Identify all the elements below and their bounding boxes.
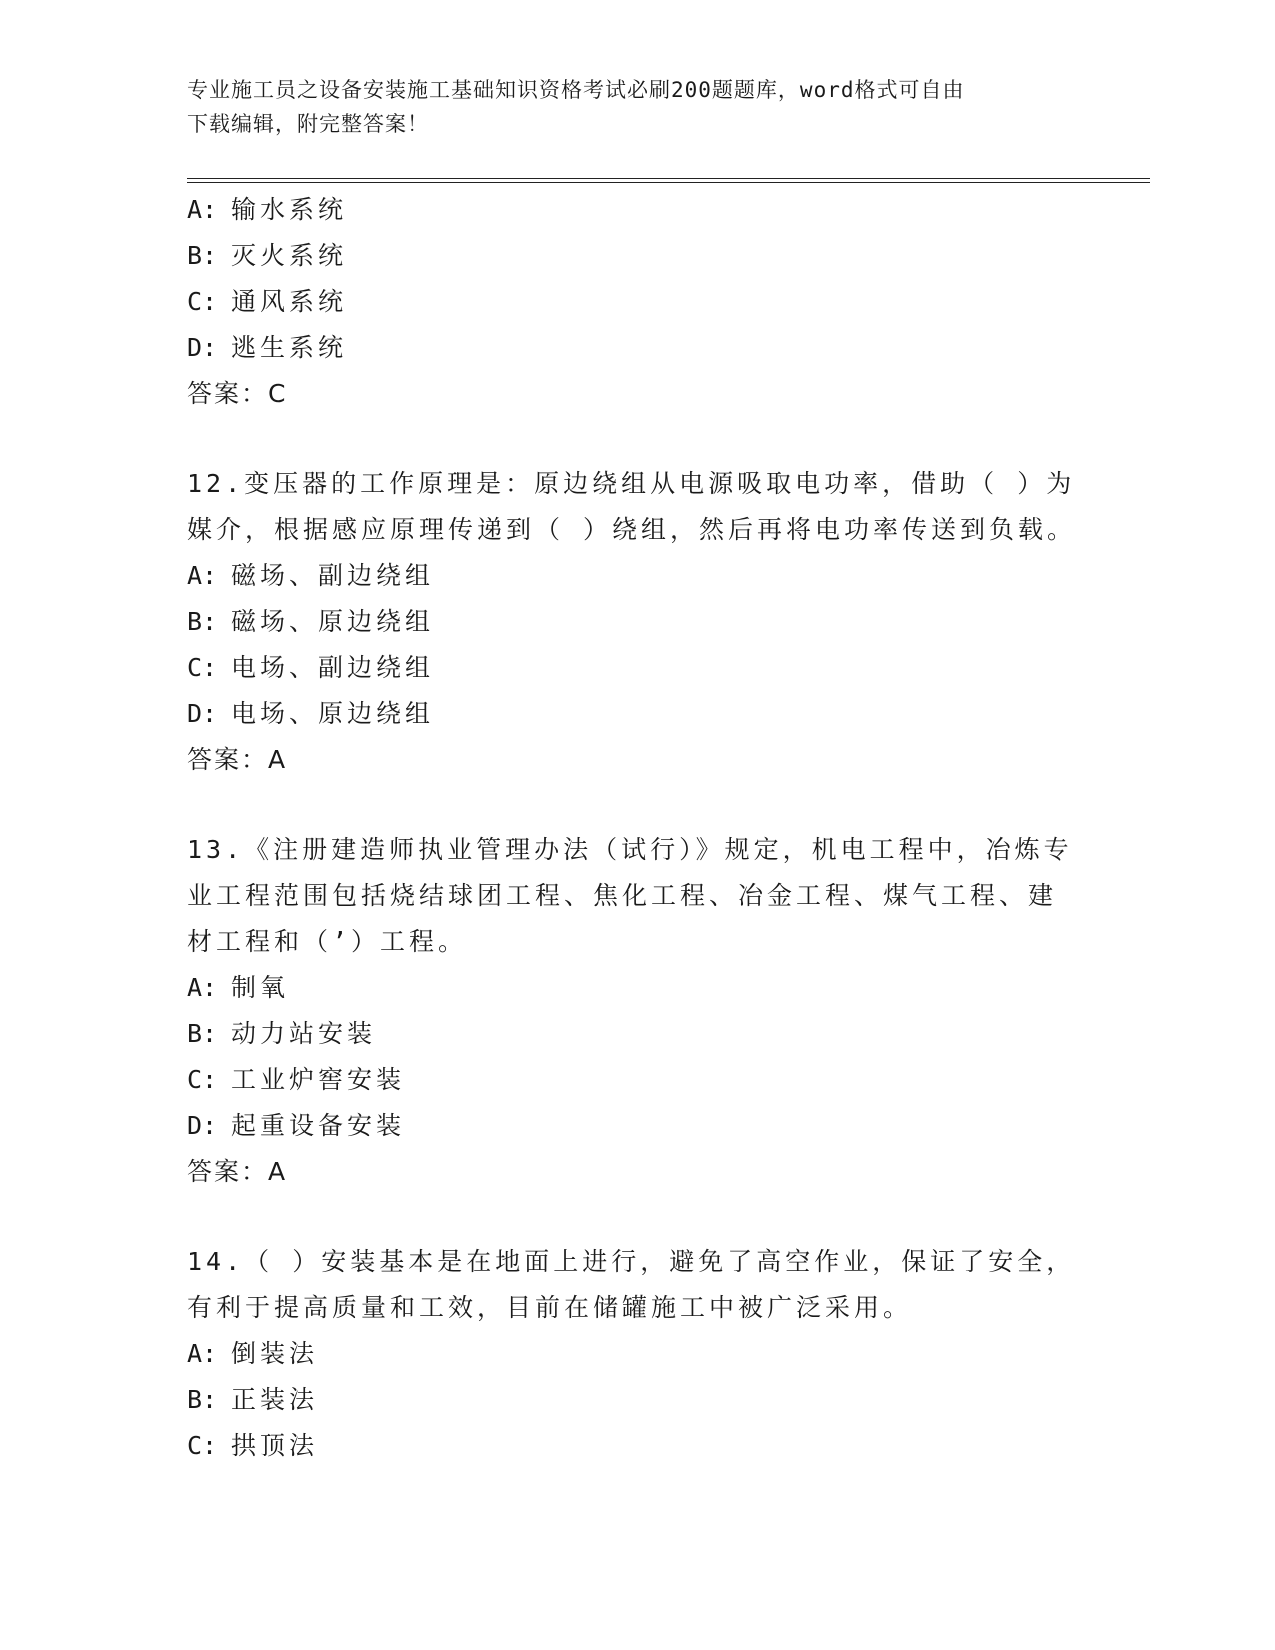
option-letter: D: [187, 333, 218, 362]
option-text: 正装法 [231, 1385, 319, 1414]
option-letter: D: [187, 699, 218, 728]
option-d [187, 691, 1087, 737]
header-line-2: 下载编辑，附完整答案！ [187, 112, 429, 136]
option-text: 工业炉窖安装 [231, 1065, 406, 1094]
option-d [187, 1103, 1087, 1149]
option-a [187, 187, 1087, 233]
answer: 答案：A [187, 745, 288, 774]
option-letter: B: [187, 1019, 218, 1048]
option-letter: A: [187, 195, 218, 224]
option-text: 磁场、副边绕组 [231, 561, 435, 590]
answer: 答案：A [187, 1157, 288, 1186]
option-letter: C: [187, 287, 218, 316]
option-letter: A: [187, 1339, 218, 1368]
option-b [187, 1011, 1087, 1057]
header-divider-top [187, 178, 1150, 179]
question-text-line-2: 有利于提高质量和工效，目前在储罐施工中被广泛采用。 [187, 1293, 913, 1322]
option-c [187, 645, 1087, 691]
option-letter: A: [187, 973, 218, 1002]
option-text: 起重设备安装 [231, 1111, 406, 1140]
question-list [187, 187, 1087, 1469]
question-text-line-3: 材工程和（’）工程。 [187, 927, 468, 956]
question-12 [187, 461, 1087, 783]
option-c [187, 279, 1087, 325]
option-letter: B: [187, 241, 218, 270]
header-divider-bottom [187, 182, 1150, 183]
option-text: 电场、副边绕组 [231, 653, 435, 682]
answer: 答案：C [187, 379, 288, 408]
option-a [187, 553, 1087, 599]
option-text: 动力站安装 [231, 1019, 377, 1048]
option-text: 电场、原边绕组 [231, 699, 435, 728]
option-letter: C: [187, 1431, 218, 1460]
option-letter: C: [187, 1065, 218, 1094]
question-text-line-1: 12.变压器的工作原理是：原边绕组从电源吸取电功率，借助（ ）为 [187, 469, 1076, 498]
option-a [187, 965, 1087, 1011]
option-b [187, 599, 1087, 645]
option-c [187, 1057, 1087, 1103]
option-d [187, 325, 1087, 371]
option-text: 灭火系统 [231, 241, 348, 270]
option-text: 制氧 [231, 973, 290, 1002]
option-a [187, 1331, 1087, 1377]
question-14 [187, 1239, 1087, 1469]
option-text: 倒装法 [231, 1339, 319, 1368]
option-letter: D: [187, 1111, 218, 1140]
option-b [187, 233, 1087, 279]
question-text-line-2: 媒介，根据感应原理传递到（ ）绕组，然后再将电功率传送到负载。 [187, 515, 1077, 544]
question-text-line-2: 业工程范围包括烧结球团工程、焦化工程、冶金工程、煤气工程、建 [187, 881, 1058, 910]
option-letter: A: [187, 561, 218, 590]
question-11 [187, 187, 1087, 417]
option-text: 拱顶法 [231, 1431, 319, 1460]
option-letter: C: [187, 653, 218, 682]
option-c [187, 1423, 1087, 1469]
option-text: 逃生系统 [231, 333, 348, 362]
question-13 [187, 827, 1087, 1195]
option-text: 输水系统 [231, 195, 348, 224]
option-letter: B: [187, 1385, 218, 1414]
option-letter: B: [187, 607, 218, 636]
question-text-line-1: 14.（ ）安装基本是在地面上进行，避免了高空作业，保证了安全， [187, 1247, 1076, 1276]
option-b [187, 1377, 1087, 1423]
option-text: 磁场、原边绕组 [231, 607, 435, 636]
option-text: 通风系统 [231, 287, 348, 316]
question-text-line-1: 13.《注册建造师执业管理办法（试行）》规定，机电工程中，冶炼专 [187, 835, 1073, 864]
document-header [187, 73, 1067, 141]
header-line-1: 专业施工员之设备安装施工基础知识资格考试必刷200题题库，word格式可自由 [187, 78, 965, 102]
